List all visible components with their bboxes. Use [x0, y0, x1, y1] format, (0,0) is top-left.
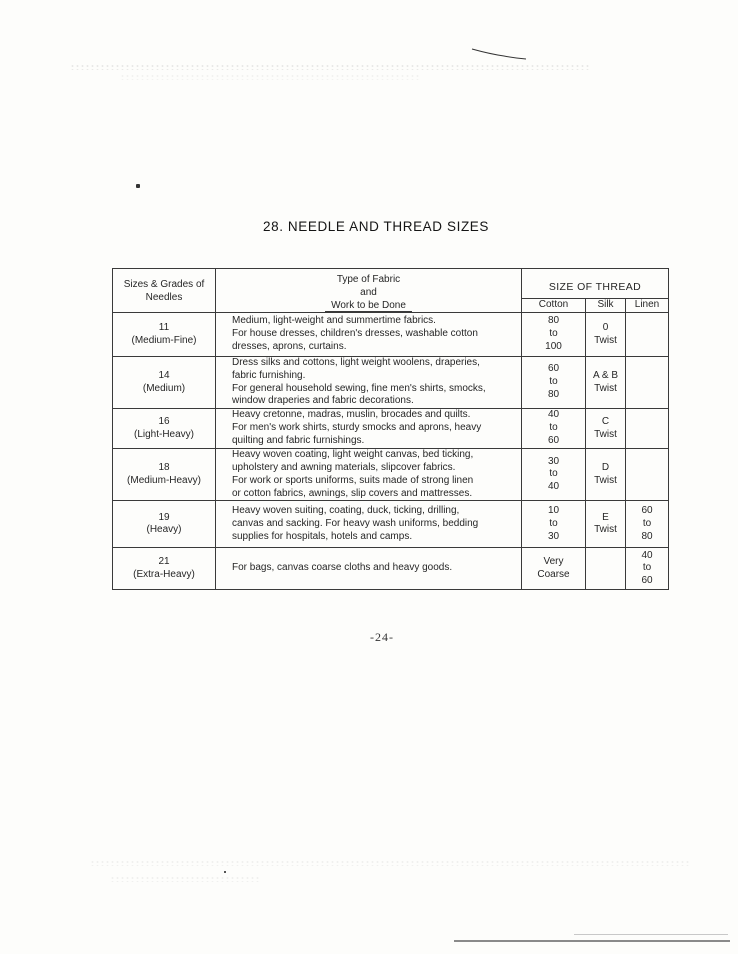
cotton-thread-cell: 40 to 60: [522, 409, 586, 449]
needle-size-cell: 21 (Extra-Heavy): [113, 548, 216, 590]
table-row: [113, 357, 669, 409]
cotton-thread-cell: 80 to 100: [522, 313, 586, 357]
cotton-thread-cell: 30 to 40: [522, 449, 586, 501]
page-title: 28. NEEDLE AND THREAD SIZES: [262, 219, 490, 234]
needle-size-cell: 11 (Medium-Fine): [113, 313, 216, 357]
cotton-thread-cell: 10 to 30: [522, 501, 586, 548]
linen-thread-cell: [626, 449, 669, 501]
table-row: [113, 548, 669, 590]
fabric-description-cell: For bags, canvas coarse cloths and heavy goods.: [216, 548, 522, 590]
table-row: [113, 409, 669, 449]
linen-thread-cell: [626, 357, 669, 409]
pen-stroke-mark: [470, 46, 530, 66]
needle-size-cell: 18 (Medium-Heavy): [113, 449, 216, 501]
fabric-description-cell: Heavy cretonne, madras, muslin, brocades and quilts. For men's work shirts, sturdy smocks and aprons, heavy quilting and fabric furnishings.: [216, 409, 522, 449]
fabric-description-cell: Medium, light-weight and summertime fabrics. For house dresses, children's dresses, washable cotton dresses, aprons, curtains.: [216, 313, 522, 357]
header-cotton: Cotton: [522, 298, 586, 312]
table-row: [113, 449, 669, 501]
header-silk: Silk: [586, 298, 626, 312]
header-linen: Linen: [626, 298, 669, 312]
table-row: [113, 313, 669, 357]
cotton-thread-cell: Very Coarse: [522, 548, 586, 590]
needle-size-cell: 16 (Light-Heavy): [113, 409, 216, 449]
cotton-thread-cell: 60 to 80: [522, 357, 586, 409]
silk-thread-cell: E Twist: [586, 501, 626, 548]
scan-edge-line: [454, 940, 730, 942]
silk-thread-cell: 0 Twist: [586, 313, 626, 357]
page-number: -24-: [370, 630, 394, 644]
fabric-description-cell: Dress silks and cottons, light weight woolens, draperies, fabric furnishing. For general household sewing, fine men's shirts, smocks, window draperies and fabric decorations.: [216, 357, 522, 409]
header-size-of-thread: SIZE OF THREAD: [522, 269, 669, 299]
needle-thread-table: [112, 268, 669, 590]
silk-thread-cell: D Twist: [586, 449, 626, 501]
linen-thread-cell: 60 to 80: [626, 501, 669, 548]
fabric-description-cell: Heavy woven coating, light weight canvas, bed ticking, upholstery and awning materials, slipcover fabrics. For work or sports uniforms, suits made of strong linen or cotton fabrics, awnings, slip covers and mattresses.: [216, 449, 522, 501]
scan-edge-line-faint: [574, 934, 728, 935]
table-row: [113, 501, 669, 548]
fabric-description-cell: Heavy woven suiting, coating, duck, ticking, drilling, canvas and sacking. For heavy wash uniforms, bedding supplies for hospitals, hotels and camps.: [216, 501, 522, 548]
header-sizes-grades: Sizes & Grades of Needles: [113, 269, 216, 313]
linen-thread-cell: [626, 409, 669, 449]
silk-thread-cell: [586, 548, 626, 590]
linen-thread-cell: [626, 313, 669, 357]
silk-thread-cell: A & B Twist: [586, 357, 626, 409]
needle-size-cell: 19 (Heavy): [113, 501, 216, 548]
silk-thread-cell: C Twist: [586, 409, 626, 449]
linen-thread-cell: 40 to 60: [626, 548, 669, 590]
header-type-of-fabric: Type of Fabric and Work to be Done: [216, 269, 522, 313]
needle-size-cell: 14 (Medium): [113, 357, 216, 409]
